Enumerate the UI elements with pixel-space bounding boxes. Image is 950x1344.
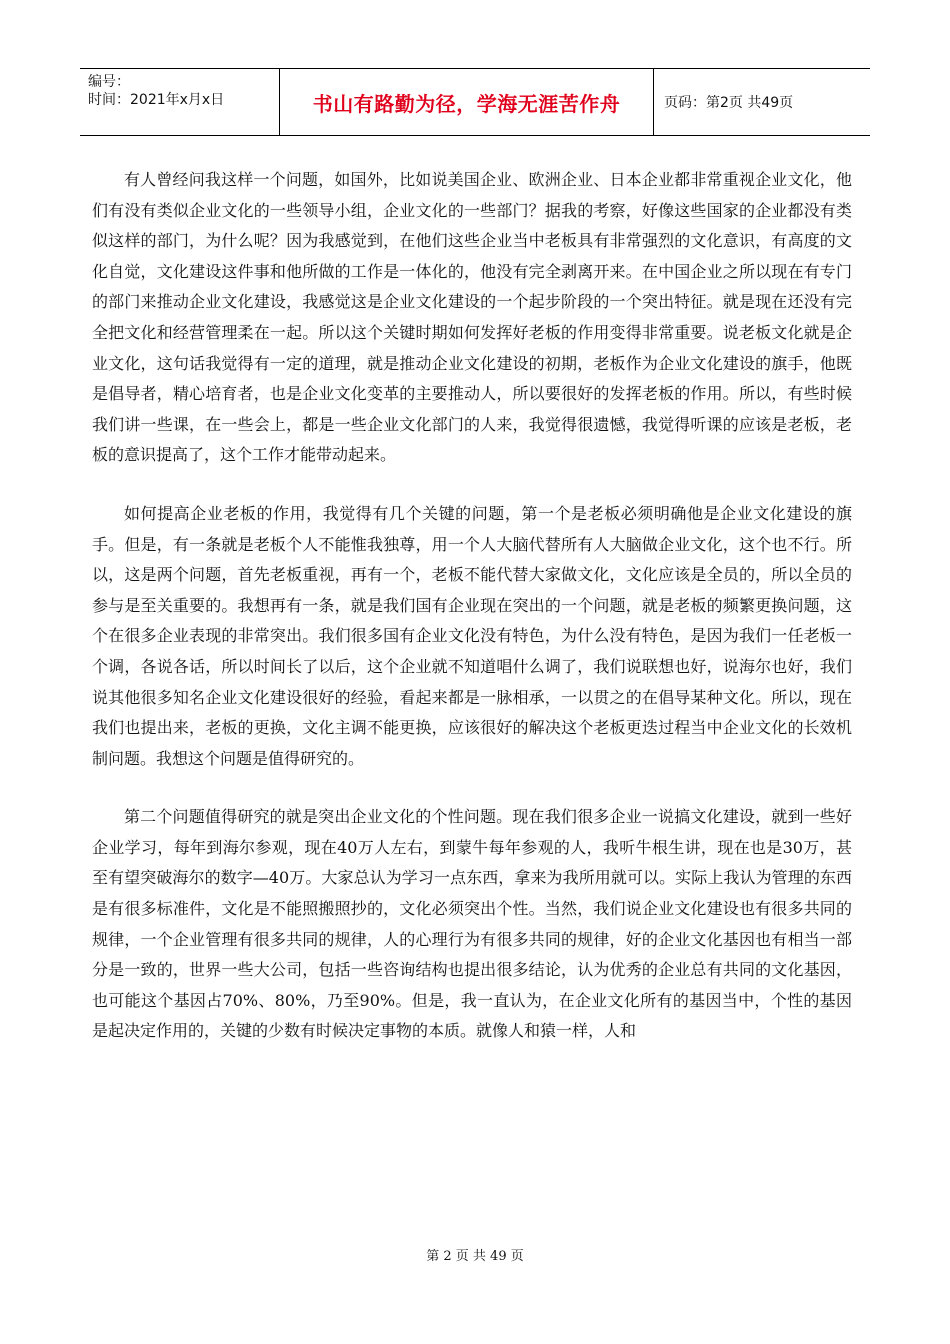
body-paragraph-1: 有人曾经问我这样一个问题，如国外，比如说美国企业、欧洲企业、日本企业都非常重视企业文化，他们有没有类似企业文化的一些领导小组，企业文化的一些部门？据我的考察，好像这些国家的企业都没有类似这样的部门，为什么呢？因为我感觉到，在他们这些企业当中老板具有非常强烈的文化意识，有高度的文化自觉，文化建设这件事和他所做的工作是一体化的，他没有完全剥离开来。在中国企业之所以现在有专门的部门来推动企业文化建设，我感觉这是企业文化建设的一个起步阶段的一个突出特征。就是现在还没有完全把文化和经营管理柔在一起。所以这个关键时期如何发挥好老板的作用变得非常重要。说老板文化就是企业文化，这句话我觉得有一定的道理，就是推动企业文化建设的初期，老板作为企业文化建设的旗手，他既是倡导者，精心培育者，也是企业文化变革的主要推动人，所以要很好的发挥老板的作用。所以，有些时候我们讲一些课，在一些会上，都是一些企业文化部门的人来，我觉得很遗憾，我觉得听课的应该是老板，老板的意识提高了，这个工作才能带动起来。 [92,170,852,465]
body-paragraph-3: 第二个问题值得研究的就是突出企业文化的个性问题。现在我们很多企业一说搞文化建设，就到一些好企业学习，每年到海尔参观，现在40万人左右，到蒙牛每年参观的人，我听牛根生讲，现在也是30万，甚至有望突破海尔的数字—40万。大家总认为学习一点东西，拿来为我所用就可以。实际上我认为管理的东西是有很多标准件，文化是不能照搬照抄的，文化必须突出个性。当然，我们说企业文化建设也有很多共同的规律，一个企业管理有很多共同的规律，人的心理行为有很多共同的规律，好的企业文化基因也有相当一部分是一致的，世界一些大公司，包括一些咨询结构也提出很多结论，认为优秀的企业总有共同的文化基因，也可能这个基因占70%、80%，乃至90%。但是，我一直认为，在企业文化所有的基因当中，个性的基因是起决定作用的，关键的少数有时候决定事物的本质。就像人和猿一样，人和 [92,807,852,1041]
page-footer: 第 2 页 共 49 页 [426,1249,524,1264]
header-meta [80,69,280,135]
header-page-number: 页码：第2页 共49页 [664,95,794,111]
document-body [92,165,852,1075]
header-motto: 书山有路勤为径，学海无涯苦作舟 [280,69,654,135]
page-header [80,68,870,136]
document-number-label: 编号： [88,74,130,90]
body-paragraph-2: 如何提高企业老板的作用，我觉得有几个关键的问题，第一个是老板必须明确他是企业文化建设的旗手。但是，有一条就是老板个人不能惟我独尊，用一个人大脑代替所有人大脑做企业文化，这个也不行。所以，这是两个问题，首先老板重视，再有一个，老板不能代替大家做文化，文化应该是全员的，所以全员的参与是至关重要的。我想再有一条，就是我们国有企业现在突出的一个问题，就是老板的频繁更换问题，这个在很多企业表现的非常突出。我们很多国有企业文化没有特色，为什么没有特色，是因为我们一任老板一个调，各说各话，所以时间长了以后，这个企业就不知道唱什么调了，我们说联想也好，说海尔也好，我们说其他很多知名企业文化建设很好的经验，看起来都是一脉相承，一以贯之的在倡导某种文化。所以，现在我们也提出来，老板的更换，文化主调不能更换，应该很好的解决这个老板更迭过程当中企业文化的长效机制问题。我想这个问题是值得研究的。 [92,503,852,768]
document-time-label: 时间：2021年x月x日 [88,92,225,108]
